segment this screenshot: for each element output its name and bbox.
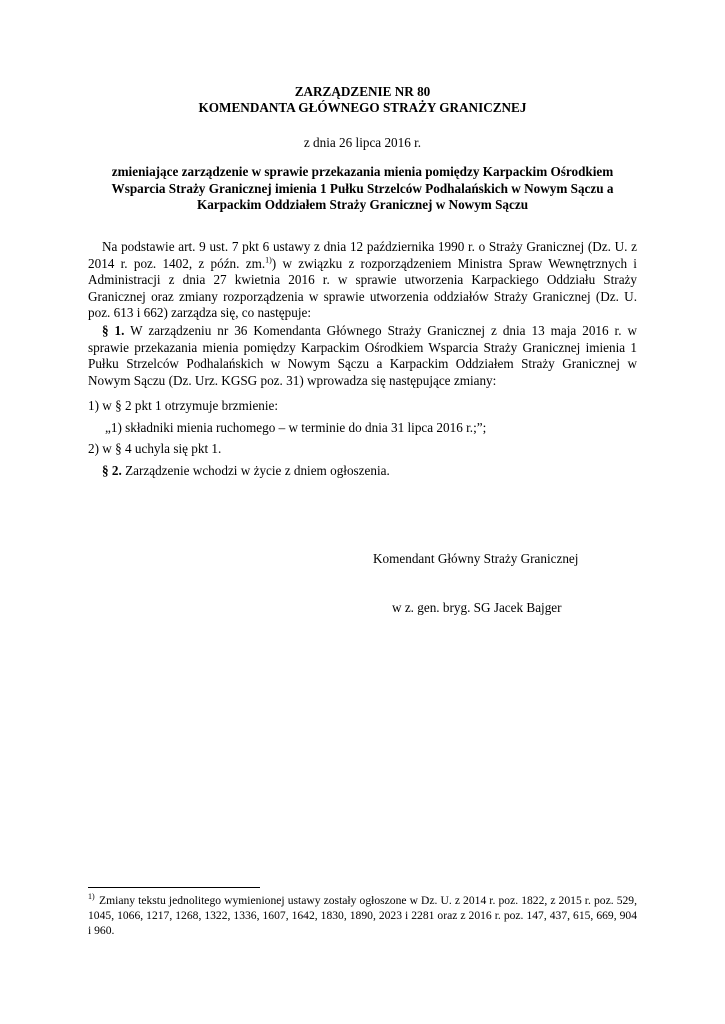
signatory-name: w z. gen. bryg. SG Jacek Bajger bbox=[392, 600, 562, 615]
change-item-1: 1) w § 2 pkt 1 otrzymuje brzmienie: bbox=[88, 398, 279, 413]
document-subject: zmieniające zarządzenie w sprawie przekazania mienia pomiędzy Karpackim Ośrodkiem Wsparcia Straży Granicznej imienia 1 Pułku Strzelców Podhalańskich w Nowym Sączu a Karpackim Oddziałem Straży Granicznej w Nowym Sączu bbox=[111, 164, 614, 213]
section-2-text: Zarządzenie wchodzi w życie z dniem ogłoszenia. bbox=[125, 463, 390, 478]
legal-basis-paragraph bbox=[88, 239, 637, 322]
footnote-divider bbox=[88, 887, 260, 888]
footnote: 1) Zmiany tekstu jednolitego wymienionej ustawy zostały ogłoszone w Dz. U. z 2014 r. poz. 1822, z 2015 r. poz. 529, 1045, 1066, 1217, 1268, 1322, 1336, 1607, 1642, 1830, 1890, 2023 i 2281 oraz z 2016 r. poz. 147, 437, 615, 669, 904 i 960. bbox=[88, 892, 637, 937]
legal-basis-text-end: ) w związku z rozporządzeniem Ministra Spraw Wewnętrznych i Administracji z dnia 27 kwietnia 2016 r. w sprawie utworzenia Karpackiego Oddziału Straży Granicznej oraz zmiany rozporządzenia w sprawie utworzenia oddziałów Straży Granicznej (Dz. U. poz. 613 i 662) zarządza się, co następuje: bbox=[88, 255, 637, 321]
section-1-text: W zarządzeniu nr 36 Komendanta Głównego Straży Granicznej z dnia 13 maja 2016 r. w sprawie przekazania mienia pomiędzy Karpackim Ośrodkiem Wsparcia Straży Granicznej imienia 1 Pułku Strzelców Podhalańskich w Nowym Sączu a Karpackim Oddziałem Straży Granicznej w Nowym Sączu (Dz. Urz. KGSG poz. 31) wprowadza się następujące zmiany: bbox=[88, 323, 637, 388]
footnote-reference: 1) bbox=[265, 255, 272, 265]
section-1-label: § 1. bbox=[102, 323, 125, 338]
change-item-2: 2) w § 4 uchyla się pkt 1. bbox=[88, 441, 222, 456]
legal-basis-text-start: Na podstawie art. 9 ust. 7 pkt 6 ustawy z dnia 12 października 1990 r. o Straży Granicznej (Dz. U. z 2014 r. poz. 1402, z późn. zm. bbox=[88, 239, 637, 271]
change-item-1-quote: „1) składniki mienia ruchomego – w terminie do dnia 31 lipca 2016 r.;”; bbox=[105, 420, 487, 435]
document-title: ZARZĄDZENIE NR 80 bbox=[294, 84, 431, 99]
signatory-title: Komendant Główny Straży Granicznej bbox=[373, 551, 579, 566]
section-2-label: § 2. bbox=[102, 463, 122, 478]
footnote-text: Zmiany tekstu jednolitego wymienionej ustawy zostały ogłoszone w Dz. U. z 2014 r. poz. 1822, z 2015 r. poz. 529, 1045, 1066, 1217, 1268, 1322, 1336, 1607, 1642, 1830, 1890, 2023 i 2281 oraz z 2016 r. poz. 147, 437, 615, 669, 904 i 960. bbox=[88, 894, 637, 937]
section-2-paragraph bbox=[88, 463, 637, 480]
issuer-title: KOMENDANTA GŁÓWNEGO STRAŻY GRANICZNEJ bbox=[198, 100, 527, 115]
section-1-paragraph bbox=[88, 323, 637, 389]
document-date: z dnia 26 lipca 2016 r. bbox=[303, 135, 422, 150]
